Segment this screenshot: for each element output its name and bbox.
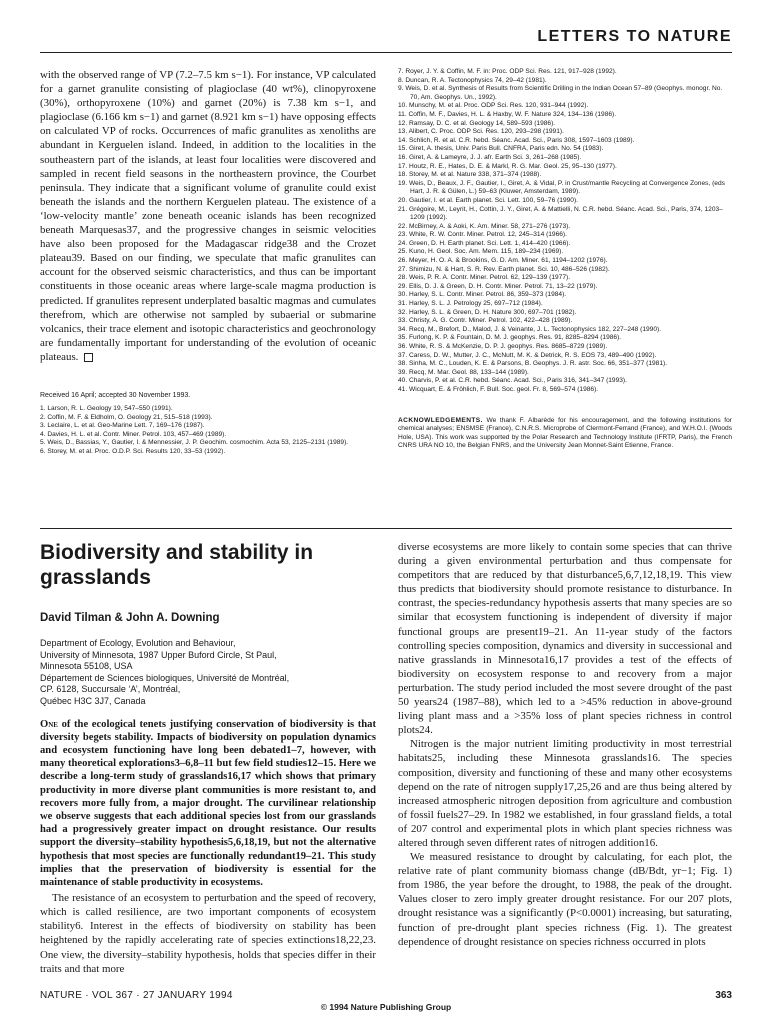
article-title: Biodiversity and stability in grasslands [40, 541, 314, 589]
reference-item: 38. Sinha, M. C., Louden, K. E. & Parsons, B. Geophys. J. R. astr. Soc. 66, 351–377 (1981). [398, 360, 668, 368]
reference-item: 35. Furlong, K. P. & Fountain, D. M. J. geophys. Res. 91, 8285–8294 (1986). [398, 334, 622, 342]
reference-item: 31. Harley, S. L. J. Petrology 25, 697–712 (1984). [398, 300, 543, 308]
acknowledgements-label: ACKNOWLEDGEMENTS. [398, 416, 483, 424]
reference-item: 10. Munschy, M. et al. Proc. ODP Sci. Res. 120, 931–944 (1992). [398, 102, 589, 110]
reference-item: 2. Coffin, M. F. & Eldholm, O. Geology 21, 515–518 (1993). [40, 413, 213, 421]
reference-item: 36. White, R. S. & McKenzie, D. P. J. geophys. Res. 8685–8729 (1989). [398, 343, 608, 350]
reference-item: 4. Davies, H. L. et al. Contr. Miner. Petrol. 103, 457–469 (1989). [40, 430, 227, 438]
reference-item: 34. Recq, M., Brefort, D., Malod, J. & Veinante, J. L. Tectonophysics 182, 227–248 (1990). [398, 325, 662, 333]
journal-citation: NATURE · VOL 367 · 27 JANUARY 1994 [40, 990, 233, 1001]
end-of-article-mark [84, 353, 93, 362]
reference-item: 14. Schlich, R. et al. C.R. hebd. Séanc. Acad. Sci., Paris 308, 1597–1603 (1989). [398, 136, 635, 144]
acknowledgements [398, 417, 732, 451]
references-list-right [398, 68, 732, 395]
article-authors: David Tilman & John A. Downing [40, 612, 220, 624]
affiliation-line: Minnesota 55108, USA [40, 661, 133, 672]
reference-item: 9. Weis, D. et al. Synthesis of Results from Scientific Drilling in the Indian Ocean 57–89 (Geophys. monogr. No. 70, Am. Geophys. Un., 1992). [398, 85, 723, 101]
reference-item: 39. Recq, M. Mar. Geol. 88, 133–144 (1989). [398, 368, 529, 376]
reference-item: 27. Shimizu, N. & Hart, S. R. Rev. Earth planet. Sci. 10, 486–526 (1982). [398, 265, 610, 273]
reference-item: 5. Weis, D., Bassias, Y., Gautier, I. & Mennessier, J. P. Geochim. cosmochim. Acta 53, 2125–2131 (1989). [40, 439, 349, 447]
reference-item: 24. Green, D. H. Earth planet. Sci. Lett. 1, 414–420 (1966). [398, 239, 571, 247]
previous-article-conclusion [40, 68, 376, 364]
reference-item: 12. Ramsay, D. C. et al. Geology 14, 589–593 (1986). [398, 119, 556, 127]
page-footer [40, 990, 732, 1014]
article-separator-rule [40, 528, 732, 529]
article-left-column [40, 540, 376, 976]
affiliation-line: University of Minnesota, 1987 Upper Buford Circle, St Paul, [40, 649, 277, 660]
reference-item: 26. Meyer, H. O. A. & Brookins, G. D. Am. Miner. 61, 1194–1202 (1976). [398, 257, 608, 265]
abstract-text: of the ecological tenets justifying conservation of biodiversity is that diversity begets stability. Impacts of biodiversity on population dynamics and ecosystem functioning have long been debated1–7, however, with many theoretical explorations3–6,8–11 but few field studies12–15. Here we describe a long-term study of grasslands16,17 which shows that primary productivity in more diverse plant communities is more resistant to, and recovers more fully from, a major drought. The curvilinear relationship we observe suggests that each additional species lost from our grasslands had a progressively greater impact on drought resistance. Our results support the diversity–stability hypothesis5,6,18,19, but not the alternative hypothesis that most species are functionally redundant19–21. This study implies that the preservation of biodiversity is essential for the maintenance of stable productivity in ecosystems. [40, 718, 376, 888]
reference-item: 20. Gautier, I. et al. Earth planet. Sci. Lett. 100, 59–76 (1990). [398, 196, 578, 204]
reference-item: 19. Weis, D., Beaux, J. F., Gautier, I., Giret, A. & Vidal, P. in Crust/mantle Recycling at Convergence Zones, (eds Hart, J. R. & Gülen, L.) 59–63 (Kluwer, Amsterdam, 1989). [398, 179, 725, 196]
reference-item: 17. Houtz, R. E., Hates, D. E. & Markl, R. G. Mar. Geol. 25, 95–130 (1977). [398, 162, 617, 170]
article-abstract [40, 718, 376, 890]
copyright-notice: © 1994 Nature Publishing Group [320, 1002, 452, 1012]
author-affiliations [40, 638, 376, 708]
article-right-column [398, 540, 732, 949]
body-paragraph-nitrogen: Nitrogen is the major nutrient limiting productivity in most terrestrial habitats25, including these Minnesota grasslands16. The species composition, diversity and functioning of these and many other ecosystems depend on the rate of nitrogen supply17,25,26 and are thus being altered by increased atmospheric nitrogen deposition from agriculture and combustion of fossil fuels27–29. In 1982 we established, in four grassland fields, a total of 207 control and experimental plots in which plant species richness was altered through seven different rates of nitrogen addition16. [398, 738, 732, 849]
section-title: LETTERS TO NATURE [537, 28, 732, 45]
reference-item: 33. Christy, A. G. Contr. Miner. Petrol. 102, 422–428 (1989). [398, 317, 573, 325]
affiliation-line: CP. 6128, Succursale ‘A’, Montréal, [40, 684, 181, 695]
references-list-left [40, 405, 376, 457]
previous-article-left-column [40, 68, 376, 457]
reference-item: 28. Weis, P. R. A. Contr. Miner. Petrol. 62, 129–139 (1977). [398, 274, 571, 282]
article-intro [40, 891, 376, 976]
reference-item: 11. Coffin, M. F., Davies, H. L. & Haxby, W. F. Nature 324, 134–136 (1986). [398, 110, 617, 118]
reference-item: 30. Harley, S. L. Contr. Miner. Petrol. 86, 359–373 (1984). [398, 291, 567, 299]
reference-item: 16. Giret, A. & Lameyre, J. J. afr. Earth Sci. 3, 261–268 (1985). [398, 153, 582, 161]
previous-article-right-column [398, 68, 732, 451]
intro-paragraph: The resistance of an ecosystem to perturbation and the speed of recovery, which is called resilience, are two important components of ecosystem stability6. Interest in the effects of biodiversity on stability has been heightened by the rapidly accelerating rate of species extinctions18,22,23. One view, the diversity–stability hypothesis, holds that species differ in their traits and that more [40, 892, 376, 975]
reference-item: 21. Grégoire, M., Leyrit, H., Cottin, J. Y., Giret, A. & Mattielli, N. C.R. hebd. Séanc. Acad. Sci., Paris, 374, 1203–1209 (1992). [398, 205, 723, 222]
reference-item: 1. Larson, R. L. Geology 19, 547–550 (1991). [40, 404, 173, 412]
reference-item: 29. Ellis, D. J. & Green, D. H. Contr. Miner. Petrol. 71, 13–22 (1979). [398, 282, 598, 290]
body-paragraph-drought: We measured resistance to drought by calculating, for each plot, the relative rate of plant community biomass change (dB/Bdt, yr−1; Fig. 1) from 1986, the year before the drought, to 1988, the peak of the drought. Values closer to zero imply greater drought resistance. For our 207 plots, drought resistance was a significantly (P<0.0001) increasing, but saturating, function of pre-drought plant species richness (Fig. 1). The greatest dependence of drought resistance on species richness occurred in plots [398, 851, 732, 948]
affiliation-line: Department of Ecology, Evolution and Behaviour, [40, 638, 236, 648]
reference-item: 37. Caress, D. W., Mutter, J. C., McNutt, M. K. & Detrick, R. S. EOS 73, 489–490 (1992). [398, 351, 657, 359]
reference-item: 13. Alibert, C. Proc. ODP Sci. Res. 120, 293–298 (1991). [398, 128, 564, 136]
reference-item: 23. White, R. W. Contr. Miner. Petrol. 12, 245–314 (1966). [398, 231, 567, 239]
reference-item: 8. Duncan, R. A. Tectonophysics 74, 29–42 (1981). [398, 76, 547, 84]
reference-item: 3. Leclaire, L. et al. Geo-Marine Lett. 7, 169–176 (1987). [40, 422, 205, 430]
reference-item: 7. Royer, J. Y. & Coffin, M. F. in: Proc. ODP Sci. Res. 121, 917–928 (1992). [398, 68, 617, 75]
article-body-right [398, 540, 732, 949]
reference-item: 15. Giret, A. thesis, Univ. Paris Bull. CNFRA, Paris edn. No. 54 (1983). [398, 145, 604, 153]
reference-item: 18. Storey, M. et al. Nature 338, 371–374 (1988). [398, 171, 542, 179]
conclusion-paragraph: with the observed range of VP (7.2–7.5 km s−1). For instance, VP calculated for a garnet granulite consisting of plagioclase (40 wt%), clinopyroxene (30%), orthopyroxene (10%) and garnet (20%) is 7.38 km s−1, and plagioclase (6.166 km s−1) and garnet (8.921 km s−1) have opposing effects on calculated VP of rocks. Occurrences of mafic granulites as xenoliths are abundant in Kerguelen island. Indeed, in addition to the localities in the southeastern part of the islands, at least four localities were discovered and sampled in recent field seasons in the northeastern province, the Courbet peninsula. They indicate that a significant volume of granulite could exist beneath the islands and the northern Kerguelen plateau. The existence of a ‘low-velocity mantle’ zone beneath oceanic islands has been recognized beneath Marquesas37, and the progressive changes in seismic velocities have also been proposed for the Madagascar ridge38 and the Crozet plateau39. Based on our finding, we speculate that mafic granulites can account for the observed seismic characteristics, and thus can be important constituents in those oceanic areas where large-scale magma production is predicted. If granulites represent underplated basaltic magmas and cumulates therefrom, which are otherwise not sampled by subaerial or submarine volcanics, their trace element and isotopic characteristics and geochronology are fundamentally important for understanding of the evolution of oceanic plateaus. [40, 69, 376, 363]
affiliation-line: Département de Sciences biologiques, Université de Montréal, [40, 672, 290, 683]
reference-item: 32. Harley, S. L. & Green, D. H. Nature 300, 697–701 (1982). [398, 308, 577, 316]
reference-item: 6. Storey, M. et al. Proc. O.D.P. Sci. Results 120, 33–53 (1992). [40, 447, 226, 455]
header-rule [40, 52, 732, 53]
body-paragraph-diversity: diverse ecosystems are more likely to contain some species that can thrive during a given environmental perturbation and thus compensate for competitors that are reduced by that disturbance5,6,7,12,18,19. This view thus predicts that biodiversity should promote resistance to disturbance. In contrast, the species-redundancy hypothesis asserts that many species are so similar that ecosystem functioning is independent of diversity if major functional groups are present19–21. An 11-year study of the factors controlling species composition, dynamics and diversity in successional and native grasslands in Minnesota16,17 provides a test of the effects of biodiversity on ecosystem response to and recovery from a major perturbation. The study period included the most severe drought of the past 50 years24 (1987–88), which led to a >45% reduction in above-ground living plant mass and a >35% loss of plant species richness in control plots24. [398, 541, 732, 737]
acknowledgements-text: We thank F. Albarède for his encouragement, and the following institutions for chemical analyses; ENSMSE (France), C.N.R.S. Microprobe of Clermont-Ferrand (France), and W.H.O.I. (Woods Hole, USA). This work was supported by the Polar Research and Technology Institute (IFRTP, Paris), the French CNRS URA NO 10, the Belgian FNRS, and the University Jean Monnet-Saint Etienne, France. [398, 416, 732, 450]
page-number: 363 [715, 990, 732, 1001]
reference-item: 25. Kuno, H. Geol. Soc. Am. Mem. 115, 189–234 (1969). [398, 248, 564, 256]
reference-item: 41. Wicquart, E. & Fröhlich, F. Bull. Soc. geol. Fr. 8, 569–574 (1986). [398, 385, 599, 393]
abstract-lead-word: One [40, 718, 58, 730]
reference-item: 22. McBirney, A. & Aoki, K. Am. Miner. 58, 271–276 (1973). [398, 222, 571, 230]
reference-item: 40. Charvis, P. et al. C.R. hebd. Séanc. Acad. Sci., Paris 316, 341–347 (1993). [398, 377, 627, 385]
received-dates: Received 16 April; accepted 30 November 1993. [40, 391, 191, 399]
affiliation-line: Québec H3C 3J7, Canada [40, 695, 146, 706]
